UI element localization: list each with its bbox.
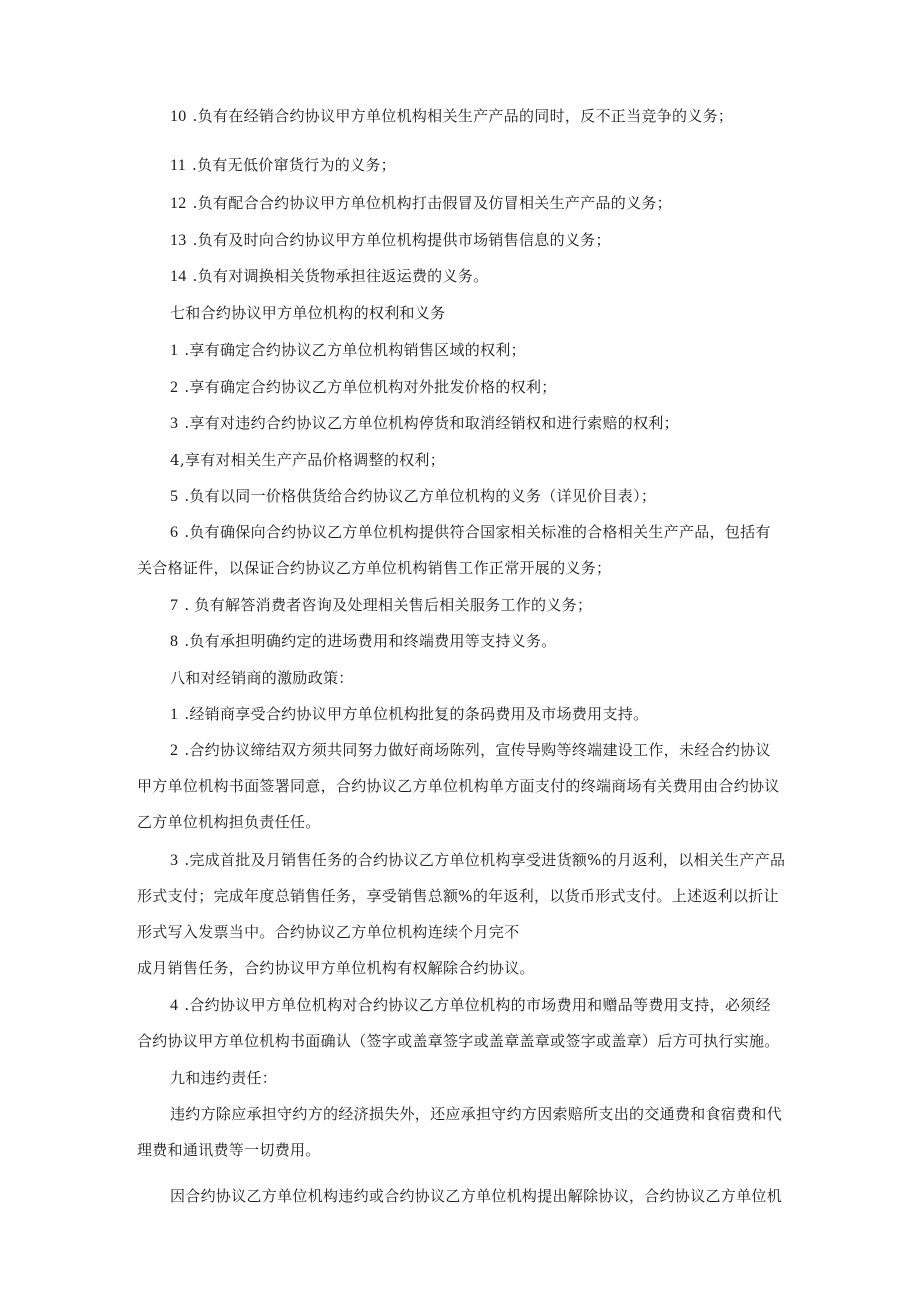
clause-text: .负有配合合约协议甲方单位机构打击假冒及仿冒相关生产产品的义务；: [192, 194, 672, 212]
clause-text: 形式支付；完成年度总销售任务，享受销售总额%的年返利，以货币形式支付。上述返利以折让: [137, 887, 779, 905]
clause-8-4-continued: [137, 1031, 780, 1051]
clause-number: 8: [170, 633, 179, 650]
clause-8-3-continued-2: [137, 922, 520, 942]
clause-7-8: [170, 631, 557, 652]
clause-13: [170, 230, 611, 251]
clause-text: 形式写入发票当中。合约协议乙方单位机构连续个月完不: [137, 923, 520, 941]
section-heading-text: 七和合约协议甲方单位机构的权利和义务: [170, 304, 446, 322]
clause-number: 4: [170, 997, 179, 1014]
clause-text: .合约协议缔结双方须共同努力做好商场陈列，宣传导购等终端建设工作，未经合约协议: [184, 741, 771, 759]
clause-7-7: [170, 595, 592, 616]
clause-text: .享有对违约合约协议乙方单位机构停货和取消经销权和进行索赔的权利；: [184, 414, 679, 432]
section-heading-text: 八和对经销商的激励政策：: [170, 669, 354, 687]
clause-text: .负有承担明确约定的进场费用和终端费用等支持义务。: [184, 632, 557, 650]
clause-8-2-continued-2: [137, 812, 321, 832]
clause-11: [170, 155, 396, 176]
clause-number: 6: [170, 524, 179, 541]
clause-8-2: [170, 740, 771, 761]
paragraph-9-2: [170, 1186, 782, 1206]
clause-number: 7: [170, 597, 179, 614]
section-heading-9: [170, 1068, 277, 1088]
clause-7-3: [170, 413, 679, 434]
section-heading-text: 九和违约责任：: [170, 1069, 278, 1087]
clause-text: .负有确保向合约协议乙方单位机构提供符合国家相关标准的合格相关生产产品，包括有: [184, 523, 771, 541]
clause-number: 2: [170, 742, 179, 759]
clause-text: .完成首批及月销售任务的合约协议乙方单位机构享受进货额%的月返利，以相关生产产品: [184, 851, 786, 869]
clause-text: .经销商享受合约协议甲方单位机构批复的条码费用及市场费用支持。: [184, 705, 649, 723]
clause-7-1: [170, 340, 526, 361]
clause-text: . 负有解答消费者咨询及处理相关售后相关服务工作的义务；: [184, 596, 593, 614]
clause-text: .负有在经销合约协议甲方单位机构相关生产产品的同时，反不正当竞争的义务；: [192, 107, 734, 125]
clause-7-6-continued: [137, 558, 611, 578]
clause-8-1: [170, 704, 648, 725]
clause-number: 12: [170, 195, 187, 212]
clause-text: .享有确定合约协议乙方单位机构对外批发价格的权利；: [184, 378, 557, 396]
clause-text: .负有及时向合约协议甲方单位机构提供市场销售信息的义务；: [192, 231, 611, 249]
clause-7-6: [170, 522, 771, 543]
clause-text: .合约协议甲方单位机构对合约协议乙方单位机构的市场费用和赠品等费用支持，必须经: [184, 996, 771, 1014]
paragraph-text: 违约方除应承担守约方的经济损失外，还应承担守约方因索赔所支出的交通费和食宿费和代: [170, 1105, 783, 1123]
section-heading-7: [170, 303, 445, 323]
clause-text: 成月销售任务，合约协议甲方单位机构有权解除合约协议。: [137, 959, 535, 977]
clause-number: 2: [170, 379, 179, 396]
clause-text: 关合格证件，以保证合约协议乙方单位机构销售工作正常开展的义务；: [137, 559, 612, 577]
clause-8-3-continued-1: [137, 886, 779, 906]
clause-text: 乙方单位机构担负责任任。: [137, 813, 321, 831]
clause-8-2-continued-1: [137, 776, 780, 796]
clause-number: 3: [170, 415, 179, 432]
clause-number: 10: [170, 108, 187, 125]
clause-8-3-continued-3: [137, 958, 535, 978]
paragraph-9-1: [170, 1104, 782, 1124]
paragraph-text: 理费和通讯费等一切费用。: [137, 1141, 321, 1159]
clause-8-4: [170, 995, 771, 1016]
clause-12: [170, 193, 672, 214]
section-heading-8: [170, 668, 354, 688]
clause-8-3: [170, 850, 785, 871]
clause-number: 14: [170, 268, 187, 285]
clause-number: 1: [170, 706, 179, 723]
paragraph-9-1-continued: [137, 1140, 321, 1160]
clause-number: 3: [170, 852, 179, 869]
clause-number: 11: [170, 157, 187, 174]
clause-number: 13: [170, 232, 187, 249]
clause-text: .负有无低价窜货行为的义务；: [192, 156, 396, 174]
clause-text: 甲方单位机构书面签署同意，合约协议乙方单位机构单方面支付的终端商场有关费用由合约协议: [137, 777, 780, 795]
clause-text: .负有对调换相关货物承担往返运费的义务。: [192, 267, 489, 285]
clause-text: .享有确定合约协议乙方单位机构销售区域的权利；: [184, 341, 526, 359]
clause-text: .负有以同一价格供货给合约协议乙方单位机构的义务（详见价目表）；: [184, 487, 657, 505]
paragraph-text: 因合约协议乙方单位机构违约或合约协议乙方单位机构提出解除协议，合约协议乙方单位机: [170, 1187, 783, 1205]
clause-number: 5: [170, 488, 179, 505]
clause-text: 4,享有对相关生产产品价格调整的权利；: [170, 451, 446, 469]
clause-7-4: [170, 450, 445, 470]
clause-text: 合约协议甲方单位机构书面确认（签字或盖章签字或盖章盖章或签字或盖章）后方可执行实施。: [137, 1032, 780, 1050]
clause-number: 1: [170, 342, 179, 359]
clause-14: [170, 266, 488, 287]
clause-10: [170, 106, 733, 127]
clause-7-5: [170, 486, 656, 507]
clause-7-2: [170, 377, 557, 398]
